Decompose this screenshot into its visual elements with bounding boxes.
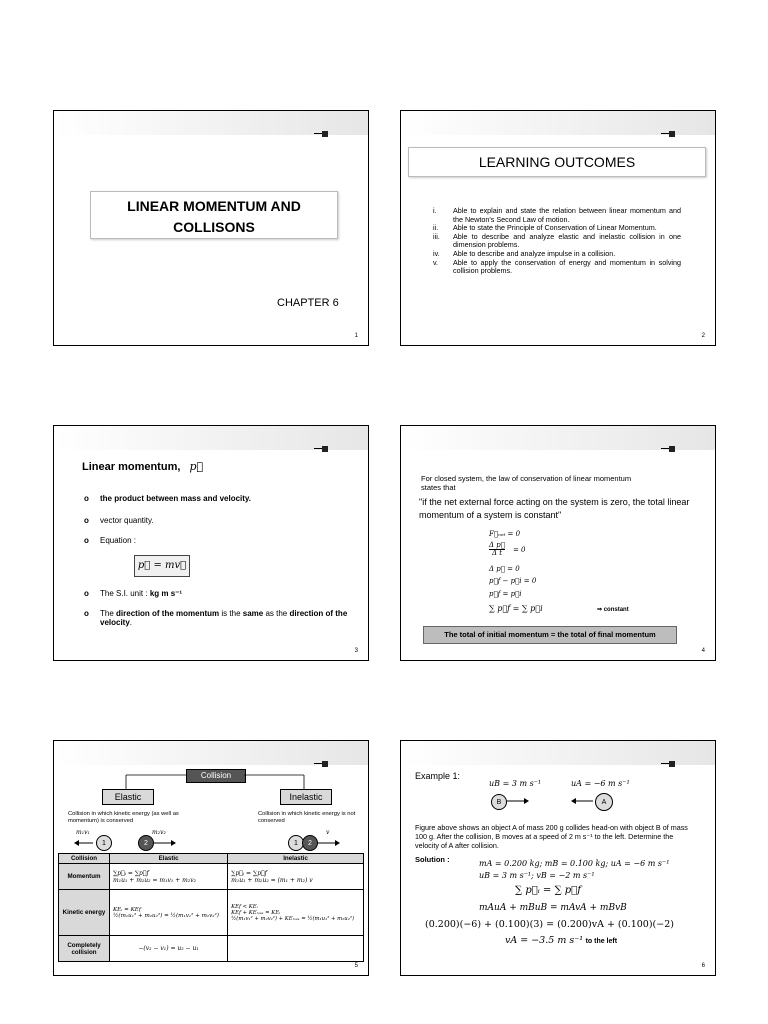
elastic-description: Collision in which kinetic energy (as well as momentum) is conserved [68,811,179,824]
solution-line-1: mA = 0.200 kg; mB = 0.100 kg; uA = −6 m s⁻¹ [479,859,670,868]
solution-line-2: uB = 3 m s⁻¹; vB = −2 m s⁻¹ [479,871,595,880]
m2v2-label: m₂v₂ [152,829,166,836]
ball-2: 2 [138,835,154,851]
slide-marker-icon [661,446,675,452]
ball-1: 1 [288,835,304,851]
slide-marker-icon [661,131,675,137]
inelastic-label: Inelastic [280,789,332,805]
arrow-left-icon [74,839,94,847]
title-line-1: LINEAR MOMENTUM AND [127,198,301,214]
inelastic-diagram [282,829,352,853]
constant-note: ⇒ constant [597,607,629,613]
arrow-left-icon [571,797,593,805]
inelastic-description: Collision in which kinetic energy is not conserved [258,811,356,824]
table-row: Kinetic energy KEᵢ = KEf ½(m₁u₁² + m₂u₂²) = ½(m₁v₁² + m₂v₂²) KEf < KEᵢ KEf + KEₗₒₛₛ = KEᵢ ½(m₁v₁² + m₂v₂²) + KEₗₒₛₛ = ½(m₁u₁² + m₂u₂²) [59,890,364,936]
slide-6 [400,740,716,976]
page-number: 3 [354,648,358,654]
v-label: v [326,829,330,836]
bullet-vector: o vector quantity. [84,516,154,525]
slide-marker-icon [314,131,328,137]
collision-table [58,853,364,962]
slide-title [90,191,338,239]
elastic-label: Elastic [102,789,154,805]
solution-line-5: (0.200)(−6) + (0.100)(3) = (0.200)vA + (0.100)(−2) [425,919,674,930]
table-header-collision: Collision [59,854,110,864]
bullet-direction: o The direction of the momentum is the same as the direction of the velocity. [84,609,348,627]
arrow-right-icon [507,797,529,805]
problem-text: Figure above shows an object A of mass 200 g collides head-on with object B of mass 100 g. After the collision, B moves at a speed of 2 m s⁻¹ to the left. Determine the velocity of A after collision. [415,823,688,850]
page-number: 2 [701,333,705,339]
equation-1: F⃗ₙₑₜ = 0 [489,530,521,538]
bullet-si-unit: o The S.I. unit : kg m s⁻¹ [84,589,183,598]
slide-marker-icon [661,761,675,767]
elastic-diagram [74,829,184,853]
slide-3 [53,425,369,661]
equation-3: Δ p⃗ = 0 [489,565,520,573]
table-header-inelastic: Inelastic [228,854,364,864]
example-title: Example 1: [415,771,461,781]
intro-text: For closed system, the law of conservation of linear momentum states that [421,474,632,492]
solution-label: Solution : [415,855,450,864]
m1v1-label: m₁v₁ [76,829,90,836]
bullet-equation: o Equation : [84,536,137,545]
ball-2: 2 [302,835,318,851]
outcomes-list [433,207,681,276]
solution-line-3: ∑ p⃗ᵢ = ∑ p⃗f [515,885,581,896]
page-number: 4 [701,648,705,654]
uA-label: uA = −6 m s⁻¹ [571,779,630,788]
title-line-2: COLLISONS [173,219,255,235]
list-item: ii. Able to state the Principle of Conservation of Linear Momentum. [433,223,657,233]
page-number: 1 [354,333,358,339]
list-item: iv. Able to describe and analyze impulse in a collision. [433,248,616,258]
chapter-label: CHAPTER 6 [277,297,339,309]
arrow-right-icon [318,839,340,847]
ball-B: B [491,794,507,810]
ball-A: A [595,793,613,811]
slide-4 [400,425,716,661]
collision-label: Collision [186,769,246,783]
equation-box: p⃗ = mv⃗ [134,555,190,577]
uB-label: uB = 3 m s⁻¹ [489,779,542,788]
equation-6: ∑ p⃗f = ∑ p⃗i [489,604,543,613]
equation-2: $\frac{\text{Δ p⃗}}{\text{Δ t}}$ = 0 [489,541,526,557]
slide-marker-icon [314,446,328,452]
slide-title: LEARNING OUTCOMES [408,147,706,177]
table-row: Momentum ∑p⃗ᵢ = ∑p⃗f m₁u₁ + m₂u₂ = m₁v₁ + m₂v₂ ∑p⃗ᵢ = ∑p⃗f m₁u₁ + m₂u₂ = (m₁ + m₂) v [59,864,364,890]
slide-2 [400,110,716,346]
table-row: Completely collision −(v₂ − v₁) = u₂ − u₁ [59,936,364,962]
slide-heading: Linear momentum, p⃗ [82,460,204,473]
page-number: 6 [701,963,705,969]
list-item: iii. Able to describe and analyze elastic and inelastic collision in one dimension problems. [433,231,681,250]
arrow-right-icon [154,839,176,847]
page-number: 5 [354,963,358,969]
list-item: v. Able to apply the conservation of energy and momentum in solving collision problems. [433,257,681,276]
list-item: i. Able to explain and state the relation between linear momentum and the Newton's Second Law of motion. [433,206,681,224]
bullet-definition: o the product between mass and velocity. [84,494,251,503]
ball-1: 1 [96,835,112,851]
slide-5 [53,740,369,976]
solution-line-4: mAuA + mBuB = mAvA + mBvB [479,903,627,913]
summary-box: The total of initial momentum = the total of final momentum [423,626,677,644]
law-quote: "if the net external force acting on the system is zero, the total linear momentum of a system is constant" [419,497,690,520]
table-header-elastic: Elastic [110,854,228,864]
equation-5: p⃗f = p⃗i [489,590,522,598]
equation-4: p⃗f − p⃗i = 0 [489,577,537,585]
slide-1 [53,110,369,346]
solution-line-6: vA = −3.5 m s⁻¹ to the left [505,935,618,946]
